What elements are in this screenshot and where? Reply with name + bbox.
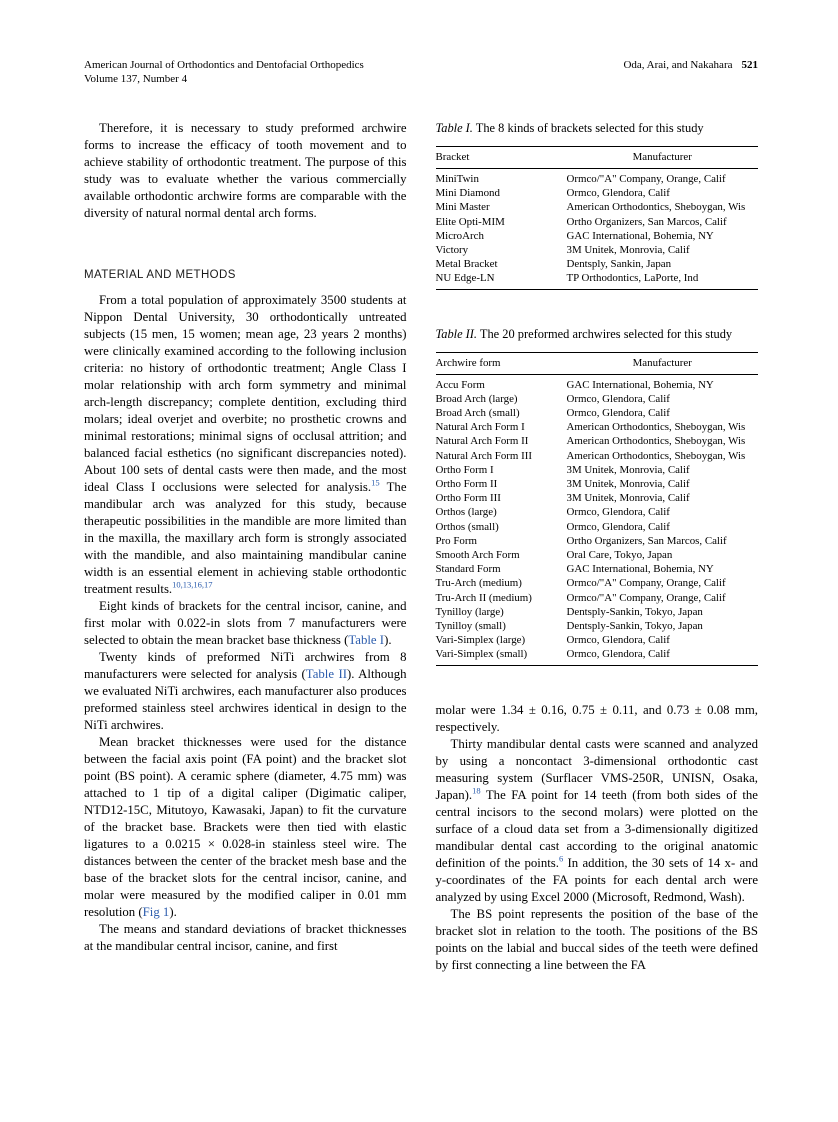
table-cell: Metal Bracket (435, 258, 498, 271)
table-row (436, 491, 759, 505)
table-cell: Dentsply-Sankin, Tokyo, Japan (566, 605, 703, 618)
reference-link[interactable]: Table I (348, 633, 385, 647)
table-cell: Ortho Organizers, San Marcos, Calif (566, 534, 727, 547)
text-segment: ). (384, 633, 392, 647)
table-1-grid (436, 146, 759, 290)
reference-link[interactable]: Table II (305, 667, 347, 681)
table-row (436, 229, 759, 243)
text-segment: The BS point represents the position of the base of the bracket slot in relation to the tooth. The positions of the BS points on the labial and buccal sides of the teeth were defined by first connecting a line between the FA (435, 906, 758, 972)
table-row (436, 449, 759, 463)
intro-paragraph (84, 120, 407, 222)
table-cell: Tynilloy (small) (435, 620, 506, 633)
table-row (436, 619, 759, 633)
column-header-archwire-form: Archwire form (436, 352, 567, 374)
table-cell: Accu Form (435, 378, 485, 391)
table-cell: Elite Opti-MIM (435, 215, 505, 228)
table-row (436, 434, 759, 448)
table-row (436, 200, 759, 214)
table-cell: Orthos (small) (435, 520, 499, 533)
running-head (84, 58, 758, 86)
table-cell: Ormco/"A" Company, Orange, Calif (566, 173, 726, 185)
table-cell: Ormco, Glendora, Calif (566, 648, 670, 661)
table-cell: 3M Unitek, Monrovia, Calif (566, 244, 690, 257)
table-cell: Ormco, Glendora, Calif (566, 506, 670, 519)
table-row (436, 374, 759, 392)
text-segment: The FA point for 14 teeth (from both sides of the central incisors to the second molars) were plotted on the surface of a cloud data set from a 3-dimensionally digitized mandibular dental cast according to the original anatomic definition of the points. (435, 787, 758, 870)
text-segment: Table I. (435, 121, 473, 135)
text-segment: ). (169, 905, 177, 919)
table-cell: Ormco, Glendora, Calif (566, 187, 670, 200)
table-1-caption (436, 120, 759, 137)
table-cell: TP Orthodontics, LaPorte, Ind (566, 272, 699, 285)
table-cell: 3M Unitek, Monrovia, Calif (566, 463, 690, 476)
table-cell: Ormco, Glendora, Calif (566, 392, 670, 405)
table-cell: American Orthodontics, Sheboygan, Wis (566, 421, 746, 434)
reference-link[interactable]: 6 (558, 853, 564, 864)
text-segment: The means and standard deviations of bracket thicknesses at the mandibular central incisor, canine, and first (84, 922, 407, 953)
table-cell: NU Edge-LN (435, 272, 495, 285)
table-row (436, 548, 759, 562)
journal-issue: Volume 137, Number 4 (84, 73, 188, 85)
paragraph-scanning (436, 736, 759, 906)
column-header-manufacturer: Manufacturer (567, 352, 759, 374)
table-1 (436, 120, 759, 290)
paragraph-brackets (84, 598, 407, 649)
table-cell: Victory (435, 244, 469, 257)
paragraph-subjects (84, 292, 407, 598)
table-cell: Tynilloy (large) (435, 605, 504, 618)
reference-link[interactable]: 18 (472, 785, 481, 796)
table-row (436, 186, 759, 200)
table-row (436, 534, 759, 548)
table-row (436, 420, 759, 434)
running-head-right (623, 58, 758, 72)
table-cell: Ormco, Glendora, Calif (566, 407, 670, 420)
table-row (436, 605, 759, 619)
table-cell: MiniTwin (435, 173, 479, 185)
running-head-left (84, 58, 364, 86)
authors: Oda, Arai, and Nakahara (623, 59, 733, 71)
text-segment: The 8 kinds of brackets selected for this study (472, 121, 704, 135)
page-number: 521 (741, 59, 758, 71)
table-cell: Broad Arch (large) (435, 392, 518, 405)
table-cell: Broad Arch (small) (435, 407, 520, 420)
paragraph-molar-continuation (436, 702, 759, 736)
section-heading-material-and-methods: MATERIAL AND METHODS (84, 269, 236, 281)
table-cell: American Orthodontics, Sheboygan, Wis (566, 201, 746, 214)
column-header-manufacturer: Manufacturer (567, 147, 759, 169)
text-segment: Therefore, it is necessary to study preformed archwire forms to increase the efficacy of tooth movement and to achieve stability of orthodontic treatment. The purpose of this study was to evaluate whether the various commercially available orthodontic archwire forms are comparable with the diversity of natural normal dental arch forms. (84, 121, 407, 220)
page-content (84, 58, 758, 974)
table-cell: Ormco/"A" Company, Orange, Calif (566, 591, 726, 604)
table-cell: Vari-Simplex (small) (435, 648, 528, 661)
table-cell: 3M Unitek, Monrovia, Calif (566, 478, 690, 491)
table-row (436, 257, 759, 271)
table-row (436, 215, 759, 229)
table-cell: Ortho Form II (435, 478, 498, 491)
paragraph-bs-point (436, 906, 759, 974)
journal-title: American Journal of Orthodontics and Dentofacial Orthopedics (84, 59, 364, 71)
paragraph-measurement (84, 734, 407, 921)
paragraph-archwires (84, 649, 407, 734)
table-cell: Mini Master (435, 201, 490, 214)
table-cell: Natural Arch Form I (435, 421, 525, 434)
text-segment: molar were 1.34 ± 0.16, 0.75 ± 0.11, and 0.73 ± 0.08 mm, respectively. (435, 702, 758, 734)
table-row (436, 477, 759, 491)
text-segment: Twenty kinds of preformed NiTi archwires from 8 manufacturers were selected for analysis ( (84, 650, 407, 681)
table-cell: Ormco, Glendora, Calif (566, 634, 670, 647)
table-cell: Pro Form (435, 534, 477, 547)
table-1-body (436, 169, 759, 290)
text-segment: Table II. (435, 326, 478, 341)
table-cell: American Orthodontics, Sheboygan, Wis (566, 449, 746, 462)
table-cell: American Orthodontics, Sheboygan, Wis (566, 435, 746, 448)
table-row (436, 505, 759, 519)
table-cell: Oral Care, Tokyo, Japan (566, 549, 673, 562)
table-row (436, 463, 759, 477)
table-row (436, 271, 759, 289)
reference-link[interactable]: 15 (371, 477, 380, 488)
table-row (436, 591, 759, 605)
text-segment: Mean bracket thicknesses were used for the distance between the facial axis point (FA point) and the bracket slot point (BS point). A ceramic sphere (diameter, 4.75 mm) was attached to 1 tip of a digital caliper (Digimatic caliper, NTD12-15C, Mitutoyo, Kawasaki, Japan) to fit the curvature of the bracket base. Brackets were then tied with elastic ligatures to a 0.0215 × 0.028-in stainless steel wire. The distances between the center of the bracket mesh base and the base of the bracket slots for the central incisor, canine, and molar were measured by the modified caliper in 0.01 mm resolution ( (84, 735, 407, 919)
table-cell: 3M Unitek, Monrovia, Calif (566, 492, 690, 505)
text-segment: Eight kinds of brackets for the central incisor, canine, and first molar with 0.022-in slots from 7 manufacturers were selected to obtain the mean bracket base thickness ( (84, 599, 407, 647)
table-row (436, 169, 759, 187)
table-cell: Tru-Arch II (medium) (435, 591, 532, 604)
table-row (436, 633, 759, 647)
reference-link[interactable]: 10,13,16,17 (172, 579, 213, 590)
table-cell: Ortho Form I (435, 463, 494, 476)
table-2-caption (436, 326, 759, 343)
table-row (436, 520, 759, 534)
two-column-layout (84, 120, 758, 974)
text-segment: The mandibular arch was analyzed for this study, because therapeutic possibilities in the mandible are more limited than in the maxilla, the maxillary arch form is strongly associated with the mandible, and also maintaining mandibular canine width is an essential element in achieving stable orthodontic treatment results. (84, 480, 407, 596)
reference-link[interactable]: Fig 1 (142, 905, 170, 919)
table-cell: Orthos (large) (435, 506, 497, 519)
table-cell: Ortho Form III (435, 492, 501, 505)
table-2 (436, 326, 759, 666)
text-segment: Thirty mandibular dental casts were scanned and analyzed by using a noncontact 3-dimensional orthodontic cast measuring system (Surflacer VMS-250R, UNISN, Osaka, Japan). (435, 736, 758, 802)
table-cell: Ormco, Glendora, Calif (566, 520, 670, 533)
table-row (436, 576, 759, 590)
right-column (436, 120, 759, 974)
table-header-row (436, 147, 759, 169)
table-cell: MicroArch (435, 229, 484, 242)
table-cell: Ortho Organizers, San Marcos, Calif (566, 215, 727, 228)
table-2-head (436, 352, 759, 374)
table-2-grid (436, 352, 759, 666)
table-row (436, 243, 759, 257)
text-segment: From a total population of approximately 3500 students at Nippon Dental University, 30 orthodontically untreated subjects (15 men, 15 women; mean age, 23 years 2 months) were clinically examined according to the following inclusion criteria: no history of orthodontic treatment; Angle Class I molar relationship with arch form symmetry and minimal arch-length discrepancy; complete dentition, excluding third molars; ideal overjet and overbite; no prosthetic crowns and minimal restorations; minimal signs of occlusal attrition; and balanced facial esthetics (no significant discrepancies noted). About 100 sets of dental casts were then made, and the most ideal Class I occlusions were selected for analysis. (84, 293, 407, 494)
left-column (84, 120, 407, 974)
table-cell: Mini Diamond (435, 187, 500, 200)
column-header-bracket: Bracket (436, 147, 567, 169)
table-cell: Smooth Arch Form (435, 549, 520, 562)
table-cell: Vari-Simplex (large) (435, 634, 526, 647)
table-row (436, 406, 759, 420)
table-cell: Tru-Arch (medium) (435, 577, 522, 590)
table-1-head (436, 147, 759, 169)
table-row (436, 392, 759, 406)
table-cell: Dentsply-Sankin, Tokyo, Japan (566, 620, 703, 633)
table-row (436, 562, 759, 576)
text-segment: The 20 preformed archwires selected for this study (477, 326, 733, 341)
table-header-row (436, 352, 759, 374)
table-cell: GAC International, Bohemia, NY (566, 378, 714, 391)
text-segment: ). Although we evaluated NiTi archwires, each manufacturer also produces preformed stainless steel archwires identical in design to the NiTi archwires. (84, 667, 407, 732)
table-cell: Standard Form (435, 563, 501, 576)
table-row (436, 647, 759, 665)
table-cell: Ormco/"A" Company, Orange, Calif (566, 577, 726, 590)
text-segment: In addition, the 30 sets of 14 x- and y-coordinates of the FA points for each dental arch were analyzed by using Excel 2000 (Microsoft, Redmond, Wash). (435, 855, 759, 904)
table-cell: Dentsply, Sankin, Japan (566, 258, 672, 271)
table-cell: GAC International, Bohemia, NY (566, 563, 714, 576)
table-2-body (436, 374, 759, 665)
table-cell: GAC International, Bohemia, NY (566, 229, 714, 242)
paragraph-means (84, 921, 407, 955)
table-cell: Natural Arch Form II (435, 435, 529, 448)
table-cell: Natural Arch Form III (435, 449, 532, 462)
